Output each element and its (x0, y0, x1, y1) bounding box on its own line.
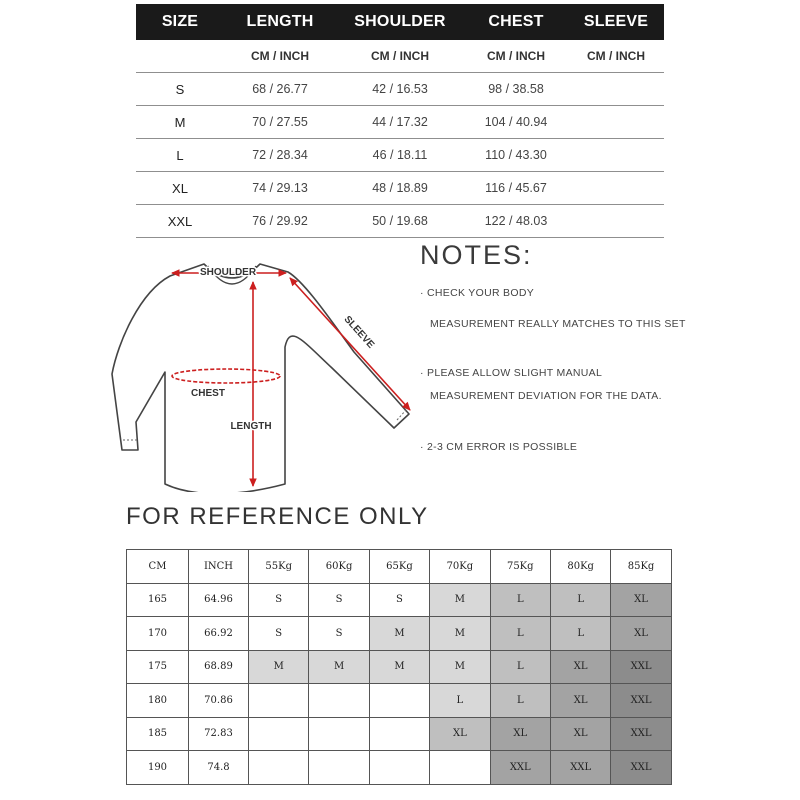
size-cell (249, 751, 309, 785)
size-cell: XL (550, 684, 610, 718)
note-line: MEASUREMENT DEVIATION FOR THE DATA. (430, 390, 662, 402)
unit-cell: CM / INCH (224, 40, 336, 73)
note-line: · CHECK YOUR BODY (420, 287, 535, 299)
size-cell: L (490, 583, 550, 617)
size-cell: XL (430, 717, 490, 751)
size-cell: XL (550, 717, 610, 751)
length-value: 68 / 26.77 (224, 73, 336, 106)
chest-value: 116 / 45.67 (464, 172, 568, 205)
size-cell (249, 684, 309, 718)
header-length: LENGTH (224, 4, 336, 40)
size-cell (309, 684, 369, 718)
size-cell: S (249, 617, 309, 651)
shoulder-value: 42 / 16.53 (336, 73, 464, 106)
size-cell: XXL (611, 650, 671, 684)
size-cell (369, 751, 429, 785)
note-line: · PLEASE ALLOW SLIGHT MANUAL (420, 367, 603, 379)
units-row (136, 40, 664, 73)
length-value: 76 / 29.92 (224, 205, 336, 238)
size-cell (309, 717, 369, 751)
shoulder-value: 46 / 18.11 (336, 139, 464, 172)
height-inch-cell: 70.86 (189, 684, 249, 718)
size-cell: L (490, 650, 550, 684)
size-cell: XXL (611, 684, 671, 718)
length-label: LENGTH (230, 421, 272, 432)
note-line: MEASUREMENT REALLY MATCHES TO THIS SET (430, 318, 686, 330)
size-cell: XXL (611, 717, 671, 751)
reference-table (126, 549, 672, 785)
reference-row (127, 684, 672, 718)
size-cell (369, 717, 429, 751)
size-table (136, 4, 664, 238)
size-label: S (136, 73, 224, 106)
size-cell: L (490, 684, 550, 718)
size-row-xxl (136, 205, 664, 238)
chest-value: 98 / 38.58 (464, 73, 568, 106)
height-inch-cell: 74.8 (189, 751, 249, 785)
sleeve-value (568, 205, 664, 238)
height-inch-cell: 72.83 (189, 717, 249, 751)
shirt-outline (112, 264, 409, 492)
reference-header-cell: 85Kg (611, 550, 671, 584)
size-cell: M (430, 617, 490, 651)
size-cell: XXL (550, 751, 610, 785)
size-cell: XXL (611, 751, 671, 785)
note-line: · 2-3 CM ERROR IS POSSIBLE (420, 441, 578, 453)
size-cell: M (309, 650, 369, 684)
height-cm-cell: 165 (127, 583, 189, 617)
height-inch-cell: 64.96 (189, 583, 249, 617)
unit-cell (136, 40, 224, 73)
reference-row (127, 717, 672, 751)
reference-row (127, 583, 672, 617)
chest-label: CHEST (191, 388, 225, 399)
height-cm-cell: 170 (127, 617, 189, 651)
reference-header-cell: 65Kg (369, 550, 429, 584)
header-size: SIZE (136, 4, 224, 40)
reference-header-cell: CM (127, 550, 189, 584)
reference-row (127, 751, 672, 785)
size-cell: XXL (490, 751, 550, 785)
size-cell: L (550, 617, 610, 651)
unit-cell: CM / INCH (336, 40, 464, 73)
reference-header-cell: 80Kg (550, 550, 610, 584)
size-row-m (136, 106, 664, 139)
size-cell (369, 684, 429, 718)
size-cell: L (490, 617, 550, 651)
size-cell: M (430, 583, 490, 617)
height-cm-cell: 185 (127, 717, 189, 751)
size-row-xl (136, 172, 664, 205)
sleeve-value (568, 73, 664, 106)
shoulder-value: 50 / 19.68 (336, 205, 464, 238)
size-label: L (136, 139, 224, 172)
size-cell: M (249, 650, 309, 684)
size-cell: S (309, 583, 369, 617)
sleeve-value (568, 106, 664, 139)
size-label: M (136, 106, 224, 139)
reference-header-cell: 55Kg (249, 550, 309, 584)
size-cell: XL (490, 717, 550, 751)
size-row-s (136, 73, 664, 106)
reference-row (127, 650, 672, 684)
reference-header-cell: 60Kg (309, 550, 369, 584)
size-table-header-row (136, 4, 664, 40)
notes-title: NOTES: (420, 240, 533, 270)
height-cm-cell: 175 (127, 650, 189, 684)
length-value: 72 / 28.34 (224, 139, 336, 172)
height-cm-cell: 180 (127, 684, 189, 718)
chest-value: 104 / 40.94 (464, 106, 568, 139)
size-cell: L (430, 684, 490, 718)
size-cell (309, 751, 369, 785)
size-cell: XL (611, 583, 671, 617)
reference-header-cell: INCH (189, 550, 249, 584)
reference-header-row (127, 550, 672, 584)
shoulder-value: 48 / 18.89 (336, 172, 464, 205)
header-sleeve: SLEEVE (568, 4, 664, 40)
size-cell: M (369, 650, 429, 684)
reference-header-cell: 70Kg (430, 550, 490, 584)
unit-cell: CM / INCH (568, 40, 664, 73)
sleeve-value (568, 139, 664, 172)
size-cell (249, 717, 309, 751)
chest-value: 122 / 48.03 (464, 205, 568, 238)
size-cell: XL (550, 650, 610, 684)
size-row-l (136, 139, 664, 172)
reference-row (127, 617, 672, 651)
sleeve-value (568, 172, 664, 205)
size-cell (430, 751, 490, 785)
shoulder-label: SHOULDER (199, 267, 257, 278)
shirt-diagram (100, 252, 425, 492)
height-inch-cell: 68.89 (189, 650, 249, 684)
size-cell: S (309, 617, 369, 651)
chest-value: 110 / 43.30 (464, 139, 568, 172)
shoulder-value: 44 / 17.32 (336, 106, 464, 139)
size-cell: S (369, 583, 429, 617)
height-inch-cell: 66.92 (189, 617, 249, 651)
size-label: XL (136, 172, 224, 205)
size-cell: L (550, 583, 610, 617)
size-cell: M (369, 617, 429, 651)
length-value: 70 / 27.55 (224, 106, 336, 139)
height-cm-cell: 190 (127, 751, 189, 785)
size-label: XXL (136, 205, 224, 238)
header-chest: CHEST (464, 4, 568, 40)
size-cell: S (249, 583, 309, 617)
unit-cell: CM / INCH (464, 40, 568, 73)
reference-title: FOR REFERENCE ONLY (126, 503, 429, 530)
header-shoulder: SHOULDER (336, 4, 464, 40)
size-cell: M (430, 650, 490, 684)
length-value: 74 / 29.13 (224, 172, 336, 205)
sleeve-label: SLEEVE (341, 313, 377, 351)
reference-header-cell: 75Kg (490, 550, 550, 584)
size-cell: XL (611, 617, 671, 651)
